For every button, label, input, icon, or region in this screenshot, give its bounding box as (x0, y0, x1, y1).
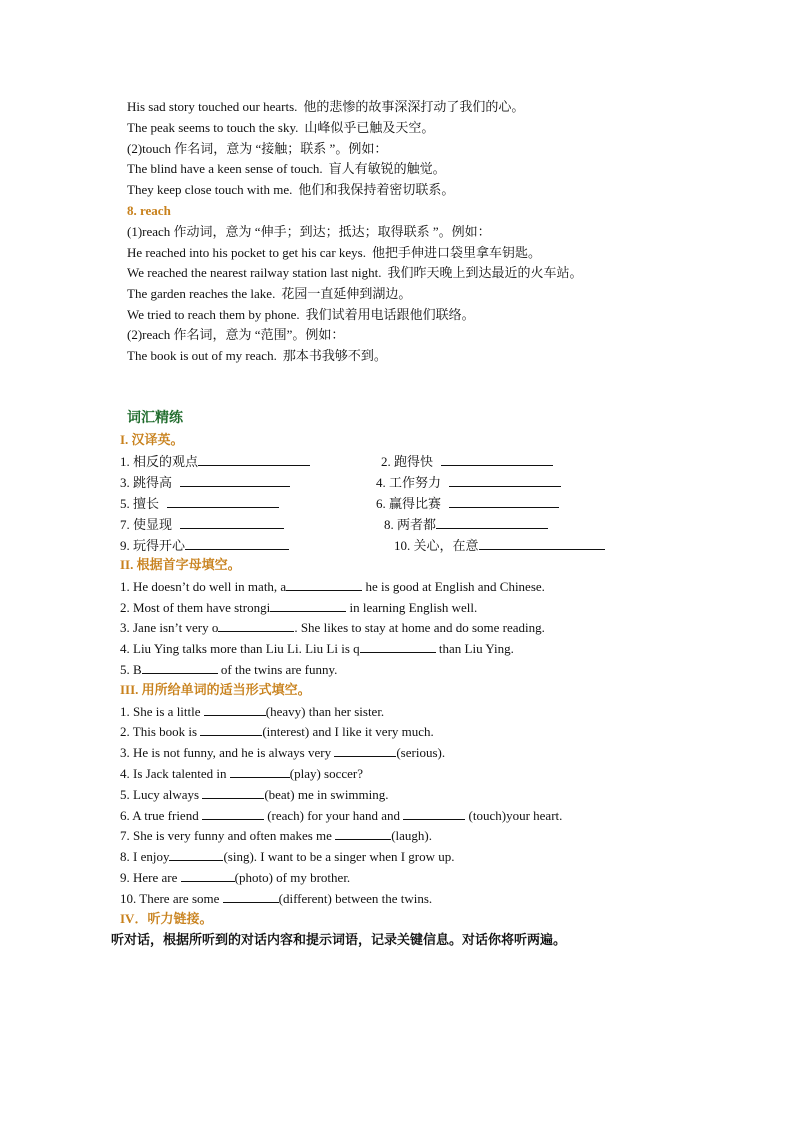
fill-item (120, 639, 514, 658)
item-text: 2. This book is (120, 724, 201, 739)
item-text: 5. Lucy always (120, 787, 203, 802)
item-prompt: 7. 使显现 (120, 517, 173, 532)
answer-blank[interactable] (449, 494, 559, 508)
translation-item (120, 494, 279, 513)
item-text: (heavy) than her sister. (265, 704, 385, 719)
example-english: They keep close touch with me. (127, 182, 293, 197)
item-prompt: 2. 跑得快 (381, 454, 434, 469)
item-prompt: 6. 赢得比赛 (376, 496, 442, 511)
item-prompt: 5. 擅长 (120, 496, 160, 511)
fill-item (120, 785, 389, 804)
answer-blank[interactable] (449, 473, 561, 487)
example-english: His sad story touched our hearts. (127, 99, 298, 114)
fill-item (120, 826, 432, 845)
section-4-instruction: 听对话，根据所听到的对话内容和提示词语，记录关键信息。对话你将听两遍。 (111, 932, 567, 947)
item-prompt: 4. 工作努力 (376, 475, 442, 490)
item-text: 4. Liu Ying talks more than Liu Li. Liu Li is q (120, 641, 360, 656)
answer-blank[interactable] (202, 785, 264, 799)
item-text: 4. Is Jack talented in (120, 766, 230, 781)
touch-example-3 (127, 160, 446, 178)
translation-item (120, 452, 310, 471)
item-text: 1. He doesn’t do well in math, a (120, 579, 287, 594)
translation-item (120, 536, 289, 555)
fill-item (120, 889, 432, 908)
section-2-heading: II. 根据首字母填空。 (120, 557, 241, 572)
reach-example-3 (127, 285, 411, 303)
fill-item (120, 618, 545, 637)
section-3-heading: III. 用所给单词的适当形式填空。 (120, 682, 311, 697)
answer-blank[interactable] (360, 639, 436, 653)
reach-example-1 (127, 244, 541, 262)
translation-item (376, 473, 561, 492)
item-text: (interest) and I like it very much. (262, 724, 434, 739)
item-text: he is good at English and Chinese. (362, 579, 545, 594)
item-text: 3. Jane isn’t very o (120, 620, 219, 635)
answer-blank[interactable] (181, 868, 235, 882)
answer-blank[interactable] (142, 660, 218, 674)
touch-example-1 (127, 98, 524, 116)
touch-example-4 (127, 181, 454, 199)
item-text: . She likes to stay at home and do some reading. (294, 620, 545, 635)
example-chinese: 我们试着用电话跟他们联络。 (305, 307, 475, 322)
item-text: 10. There are some (120, 891, 223, 906)
item-text: 3. He is not funny, and he is always very (120, 745, 335, 760)
item-text: 7. She is very funny and often makes me (120, 828, 336, 843)
answer-blank[interactable] (441, 452, 553, 466)
touch-example-2 (127, 119, 434, 137)
answer-blank[interactable] (334, 743, 396, 757)
translation-item (376, 494, 559, 513)
answer-blank[interactable] (169, 847, 223, 861)
item-text: (photo) of my brother. (234, 870, 351, 885)
item-text: (different) between the twins. (278, 891, 433, 906)
example-chinese: 那本书我够不到。 (282, 348, 387, 363)
answer-blank[interactable] (479, 536, 605, 550)
answer-blank[interactable] (180, 515, 284, 529)
touch-noun-definition: (2)touch 作名词，意为 “接触；联系 ”。例如： (127, 141, 388, 156)
translation-item (394, 536, 605, 555)
item-prompt: 10. 关心，在意 (394, 538, 479, 553)
section-1-heading: I. 汉译英。 (120, 432, 184, 447)
section-4-heading: IV．听力链接。 (120, 911, 213, 926)
example-english: The garden reaches the lake. (127, 286, 276, 301)
answer-blank[interactable] (335, 826, 391, 840)
example-english: The blind have a keen sense of touch. (127, 161, 323, 176)
item-text: of the twins are funny. (217, 662, 338, 677)
fill-item (120, 743, 445, 762)
answer-blank[interactable] (200, 722, 262, 736)
fill-item (120, 847, 455, 866)
item-prompt: 9. 玩得开心 (120, 538, 186, 553)
example-chinese: 他的悲惨的故事深深打动了我们的心。 (303, 99, 525, 114)
item-text: 2. Most of them have strongi (120, 600, 271, 615)
item-text: 9. Here are (120, 870, 181, 885)
reach-noun-definition: (2)reach 作名词，意为 “范围”。例如： (127, 327, 345, 342)
fill-item (120, 660, 337, 679)
item-text: 1. She is a little (120, 704, 204, 719)
translation-item (384, 515, 548, 534)
reach-heading: 8. reach (127, 203, 171, 218)
answer-blank[interactable] (230, 764, 290, 778)
answer-blank[interactable] (185, 536, 289, 550)
reach-verb-definition: (1)reach 作动词，意为 “伸手；到达；抵达；取得联系 ”。例如： (127, 224, 491, 239)
fill-item (120, 868, 350, 887)
translation-item (381, 452, 553, 471)
item-text: (beat) me in swimming. (264, 787, 389, 802)
item-text: 6. A true friend (120, 808, 202, 823)
example-english: The peak seems to touch the sky. (127, 120, 299, 135)
example-chinese: 盲人有敏锐的触觉。 (328, 161, 446, 176)
example-chinese: 我们昨天晚上到达最近的火车站。 (387, 265, 583, 280)
example-english: He reached into his pocket to get his car keys. (127, 245, 366, 260)
reach-example-5 (127, 347, 387, 365)
item-text: (serious). (396, 745, 446, 760)
example-chinese: 他把手伸进口袋里拿车钥匙。 (371, 245, 541, 260)
practice-title: 词汇精练 (127, 411, 183, 426)
item-text: (reach) for your hand and (263, 808, 404, 823)
example-chinese: 他们和我保持着密切联系。 (298, 182, 455, 197)
item-text: (play) soccer? (289, 766, 364, 781)
item-text: (sing). I want to be a singer when I grow up. (223, 849, 455, 864)
answer-blank[interactable] (202, 806, 264, 820)
item-prompt: 1. 相反的观点 (120, 454, 199, 469)
item-prompt: 3. 跳得高 (120, 475, 173, 490)
answer-blank[interactable] (180, 473, 290, 487)
fill-item (120, 722, 434, 741)
item-text: (touch)your heart. (465, 808, 563, 823)
example-english: We reached the nearest railway station last night. (127, 265, 382, 280)
example-chinese: 花园一直延伸到湖边。 (281, 286, 412, 301)
item-text: (laugh). (391, 828, 432, 843)
fill-item (120, 764, 363, 783)
item-text: 5. B (120, 662, 142, 677)
answer-blank[interactable] (403, 806, 465, 820)
example-chinese: 山峰似乎已触及天空。 (304, 120, 435, 135)
item-text: 8. I enjoy (120, 849, 170, 864)
reach-example-4 (127, 306, 475, 324)
fill-item (120, 577, 545, 596)
item-text: in learning English well. (346, 600, 478, 615)
answer-blank[interactable] (223, 889, 279, 903)
example-english: The book is out of my reach. (127, 348, 277, 363)
answer-blank[interactable] (286, 577, 362, 591)
answer-blank[interactable] (270, 598, 346, 612)
fill-item (120, 806, 562, 825)
reach-example-2 (127, 264, 583, 282)
fill-item (120, 598, 477, 617)
answer-blank[interactable] (436, 515, 548, 529)
item-text: than Liu Ying. (435, 641, 514, 656)
item-prompt: 8. 两者都 (384, 517, 437, 532)
fill-item (120, 702, 384, 721)
answer-blank[interactable] (204, 702, 266, 716)
answer-blank[interactable] (218, 618, 294, 632)
translation-item (120, 473, 290, 492)
answer-blank[interactable] (198, 452, 310, 466)
answer-blank[interactable] (167, 494, 279, 508)
translation-item (120, 515, 284, 534)
example-english: We tried to reach them by phone. (127, 307, 300, 322)
